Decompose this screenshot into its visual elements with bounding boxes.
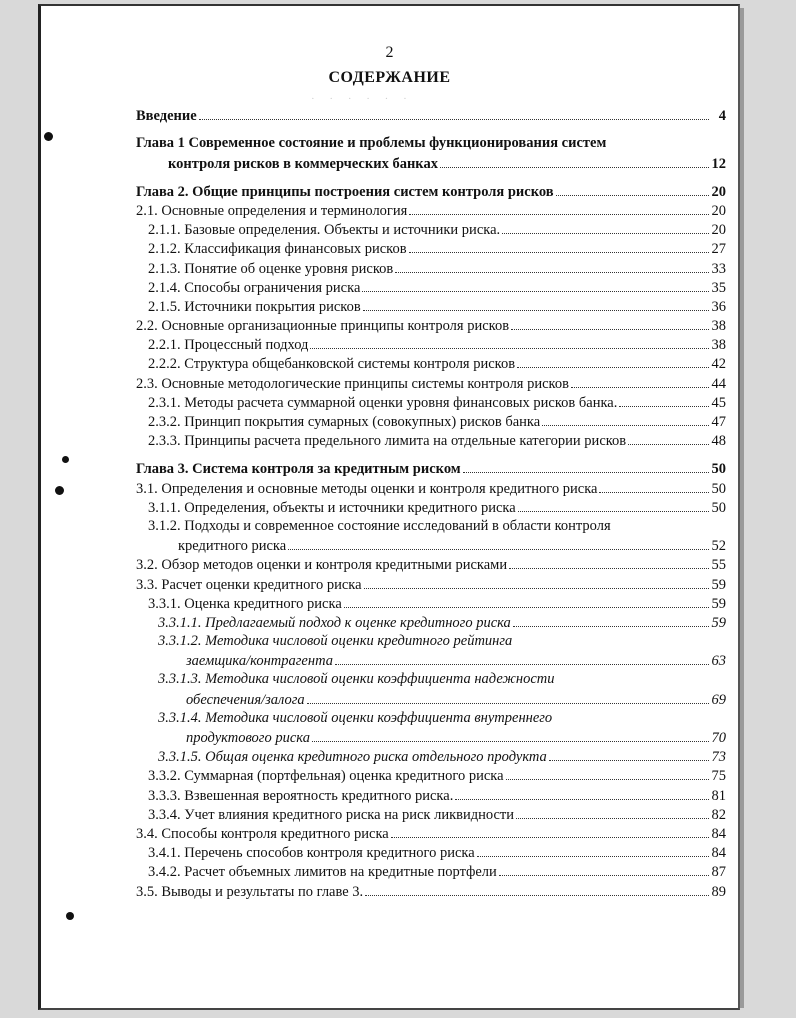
toc-entry-title: 3.3.1.2. Методика числовой оценки кредитного рейтинга <box>158 632 513 649</box>
toc-page-number: 12 <box>711 155 726 172</box>
dot-leader <box>499 875 709 876</box>
toc-entry-line <box>148 412 726 431</box>
toc-entry-line <box>136 555 726 574</box>
dot-leader <box>365 895 709 896</box>
toc-entry <box>136 201 726 220</box>
dot-leader <box>395 272 709 273</box>
toc-entry <box>136 431 726 450</box>
toc-entry-title: 3.2. Обзор методов оценки и контроля кредитными рисками <box>136 557 508 574</box>
toc-page-number: 20 <box>711 183 726 200</box>
toc-entry-line <box>148 335 726 354</box>
toc-entry <box>136 220 726 239</box>
toc-entry-title: 3.3.1.4. Методика числовой оценки коэффициента внутреннего <box>158 709 553 726</box>
toc-entry-line <box>148 354 726 373</box>
toc-page-number: 20 <box>711 202 726 219</box>
toc-entry-line <box>148 498 726 517</box>
toc-entry-line <box>136 574 726 593</box>
dot-leader <box>307 703 709 704</box>
faded-stamp-mark: · · · · · · <box>311 93 413 105</box>
dot-leader <box>362 291 709 292</box>
toc-entry <box>136 517 726 555</box>
toc-entry-title: 2.1.4. Способы ограничения риска <box>148 279 361 296</box>
toc-entry-line <box>148 297 726 316</box>
table-of-contents <box>136 106 726 901</box>
dot-leader <box>619 406 709 407</box>
toc-entry <box>136 555 726 574</box>
toc-entry-line <box>158 651 726 670</box>
dot-leader <box>509 568 709 569</box>
toc-page-number: 20 <box>711 222 726 239</box>
toc-entry-line <box>148 536 726 555</box>
punch-hole-mark <box>55 486 64 495</box>
dot-leader <box>364 588 709 589</box>
dot-leader <box>549 760 709 761</box>
dot-leader <box>542 425 709 426</box>
toc-entry-line <box>158 728 726 747</box>
toc-entry-title: продуктового риска <box>186 730 310 746</box>
toc-entry-title: 2.3.1. Методы расчета суммарной оценки уровня финансовых рисков банка. <box>148 394 618 411</box>
toc-entry-title: 3.3.1.1. Предлагаемый подход к оценке кредитного риска <box>158 614 511 631</box>
toc-entry <box>136 393 726 412</box>
toc-entry <box>136 297 726 316</box>
dot-leader <box>556 195 709 196</box>
dot-leader <box>199 119 709 120</box>
toc-entry <box>136 862 726 881</box>
toc-page-number: 87 <box>711 864 726 881</box>
toc-entry-line <box>158 670 726 689</box>
toc-entry <box>136 766 726 785</box>
dot-leader <box>571 387 709 388</box>
toc-page-number: 44 <box>711 375 726 392</box>
toc-page-number: 50 <box>711 480 726 497</box>
dot-leader <box>409 214 709 215</box>
toc-page-number: 47 <box>711 414 726 430</box>
toc-page-number: 38 <box>711 337 726 354</box>
toc-entry <box>136 498 726 517</box>
toc-entry-line <box>148 785 726 804</box>
toc-entry <box>136 106 726 125</box>
toc-page-number: 38 <box>711 318 726 335</box>
toc-page-number: 59 <box>711 595 726 612</box>
toc-entry-line <box>158 632 726 651</box>
toc-entry <box>136 258 726 277</box>
toc-entry-line <box>136 459 726 478</box>
toc-page-number: 42 <box>711 356 726 373</box>
toc-entry <box>136 478 726 497</box>
toc-page-number: 84 <box>711 845 726 862</box>
toc-page-number: 84 <box>711 825 726 842</box>
toc-entry-line <box>148 220 726 239</box>
toc-entry <box>136 182 726 201</box>
punch-hole-mark <box>44 132 53 141</box>
punch-hole-mark <box>62 456 69 463</box>
dot-leader <box>363 310 709 311</box>
toc-entry-title: 3.3.1. Оценка кредитного риска <box>148 595 342 612</box>
toc-entry-title: 2.2.1. Процессный подход <box>148 337 309 354</box>
toc-entry-title: 2.2.2. Структура общебанковской системы контроля рисков <box>148 356 516 373</box>
toc-entry-title: 3.3.4. Учет влияния кредитного риска на риск ликвидности <box>148 806 515 823</box>
dot-leader <box>517 367 709 368</box>
dot-leader <box>599 492 709 493</box>
toc-entry <box>136 709 726 747</box>
toc-entry-title: 3.3.3. Взвешенная вероятность кредитного риска. <box>148 787 454 804</box>
toc-entry-line <box>148 805 726 824</box>
toc-entry-line <box>148 278 726 297</box>
document-page <box>38 4 740 1010</box>
toc-entry-line <box>136 106 726 125</box>
toc-page-number: 52 <box>711 538 726 555</box>
toc-page-number: 81 <box>711 787 726 804</box>
toc-entry-line <box>136 316 726 335</box>
toc-page-number: 59 <box>711 576 726 593</box>
toc-entry-line <box>148 258 726 277</box>
toc-entry <box>136 239 726 258</box>
toc-entry-title: 3.1.2. Подходы и современное состояние исследований в области контроля <box>148 517 611 534</box>
toc-entry-title: 3.1.1. Определения, объекты и источники кредитного риска <box>148 499 516 516</box>
toc-entry-title: Глава 2. Общие принципы построения систем контроля рисков <box>136 183 554 200</box>
dot-leader <box>335 664 709 665</box>
toc-page-number: 75 <box>711 768 726 785</box>
toc-entry-title: 3.3. Расчет оценки кредитного риска <box>136 576 362 593</box>
toc-entry-line <box>148 239 726 258</box>
toc-entry-title: кредитного риска <box>178 538 287 555</box>
dot-leader <box>511 329 709 330</box>
dot-leader <box>344 607 709 608</box>
dot-leader <box>455 799 709 800</box>
toc-entry-title: Глава 3. Система контроля за кредитным риском <box>136 461 461 478</box>
toc-entry <box>136 843 726 862</box>
toc-page-number: 82 <box>711 806 726 823</box>
toc-entry-line <box>148 517 726 536</box>
toc-page-number: 55 <box>711 557 726 574</box>
toc-entry-line <box>136 824 726 843</box>
dot-leader <box>513 626 709 627</box>
toc-entry-line <box>148 862 726 881</box>
toc-entry-title: 2.3.2. Принцип покрытия сумарных (совокупных) рисков банка <box>148 414 541 430</box>
toc-entry-line <box>136 478 726 497</box>
toc-entry <box>136 670 726 708</box>
dot-leader <box>477 856 709 857</box>
toc-entry <box>136 335 726 354</box>
toc-entry-line <box>148 594 726 613</box>
dot-leader <box>628 444 709 445</box>
toc-entry <box>136 881 726 900</box>
toc-entry-line <box>136 881 726 900</box>
toc-entry-title: 2.1.2. Классификация финансовых рисков <box>148 241 407 258</box>
toc-page-number: 50 <box>711 499 726 516</box>
toc-entry <box>136 747 726 766</box>
toc-entry-title: заемщика/контрагента <box>186 653 333 670</box>
toc-page-number: 73 <box>711 749 726 766</box>
dot-leader <box>288 549 709 550</box>
toc-page-number: 35 <box>711 279 726 296</box>
toc-entry-line <box>136 201 726 220</box>
toc-entry-title: 3.3.2. Суммарная (портфельная) оценка кредитного риска <box>148 768 504 785</box>
toc-entry-title: 2.3.3. Принципы расчета предельного лимита на отдельные категории рисков <box>148 433 627 450</box>
dot-leader <box>506 779 709 780</box>
toc-entry-line <box>136 373 726 392</box>
toc-page-number: 27 <box>711 241 726 258</box>
toc-entry <box>136 785 726 804</box>
toc-entry <box>136 824 726 843</box>
toc-entry-line <box>148 393 726 412</box>
toc-page-number: 69 <box>711 691 726 708</box>
toc-entry <box>136 412 726 431</box>
dot-leader <box>409 252 709 253</box>
toc-entry <box>136 594 726 613</box>
toc-entry-line <box>158 613 726 632</box>
toc-entry-title: Глава 1 Современное состояние и проблемы функционирования систем <box>136 135 607 152</box>
toc-page-number: 33 <box>711 260 726 277</box>
page-shadow-edge <box>740 8 744 1008</box>
dot-leader <box>391 837 709 838</box>
toc-page-number: 48 <box>711 433 726 450</box>
dot-leader <box>518 511 709 512</box>
toc-entry-title: 3.4.2. Расчет объемных лимитов на кредитные портфели <box>148 864 497 881</box>
toc-entry <box>136 278 726 297</box>
dot-leader <box>310 348 709 349</box>
toc-title: СОДЕРЖАНИЕ <box>328 69 451 86</box>
toc-entry <box>136 134 726 172</box>
toc-page-number: 89 <box>711 883 726 900</box>
dot-leader <box>516 818 709 819</box>
toc-entry-title: 3.3.1.3. Методика числовой оценки коэффициента надежности <box>158 671 555 688</box>
toc-entry <box>136 613 726 632</box>
toc-entry-line <box>136 134 726 153</box>
toc-entry <box>136 316 726 335</box>
toc-entry-title: 3.1. Определения и основные методы оценки и контроля кредитного риска <box>136 480 598 497</box>
toc-entry-title: 2.1.3. Понятие об оценке уровня рисков <box>148 260 394 277</box>
toc-entry-title: 3.5. Выводы и результаты по главе 3. <box>136 883 364 900</box>
toc-entry-line <box>136 153 726 172</box>
toc-entry-title: контроля рисков в коммерческих банках <box>168 155 438 172</box>
toc-page-number: 45 <box>711 394 726 411</box>
toc-page-number: 4 <box>718 108 726 125</box>
toc-page-number: 63 <box>711 653 726 670</box>
punch-hole-mark <box>66 912 74 920</box>
toc-entry-line <box>148 843 726 862</box>
toc-entry-title: 2.3. Основные методологические принципы системы контроля рисков <box>136 375 569 392</box>
toc-entry-line <box>158 689 726 708</box>
toc-entry-title: 2.1. Основные определения и терминология <box>136 202 408 219</box>
toc-entry <box>136 459 726 478</box>
toc-page-number: 50 <box>711 461 726 478</box>
toc-entry-line <box>148 766 726 785</box>
toc-entry-line <box>148 431 726 450</box>
toc-entry-line <box>158 747 726 766</box>
toc-entry-title: 2.2. Основные организационные принципы контроля рисков <box>136 318 510 335</box>
dot-leader <box>502 233 709 234</box>
toc-page-number: 59 <box>711 614 726 631</box>
toc-entry <box>136 574 726 593</box>
dot-leader <box>440 167 709 168</box>
toc-entry-title: 2.1.1. Базовые определения. Объекты и источники риска. <box>148 222 501 239</box>
toc-entry-title: обеспечения/залога <box>186 691 305 708</box>
toc-entry-title: 3.4.1. Перечень способов контроля кредитного риска <box>148 845 475 862</box>
toc-entry-line <box>158 709 726 728</box>
toc-page-number: 70 <box>711 730 726 746</box>
toc-entry <box>136 632 726 670</box>
toc-entry-line <box>136 182 726 201</box>
toc-page-number: 36 <box>711 298 726 315</box>
toc-entry <box>136 373 726 392</box>
toc-entry-title: Введение <box>136 108 197 125</box>
toc-entry-title: 3.4. Способы контроля кредитного риска <box>136 825 389 842</box>
dot-leader <box>463 472 709 473</box>
toc-entry <box>136 805 726 824</box>
page-number: 2 <box>385 44 394 61</box>
toc-entry-title: 3.3.1.5. Общая оценка кредитного риска отдельного продукта <box>158 749 547 766</box>
dot-leader <box>312 741 709 742</box>
toc-entry-title: 2.1.5. Источники покрытия рисков <box>148 298 361 315</box>
toc-entry <box>136 354 726 373</box>
